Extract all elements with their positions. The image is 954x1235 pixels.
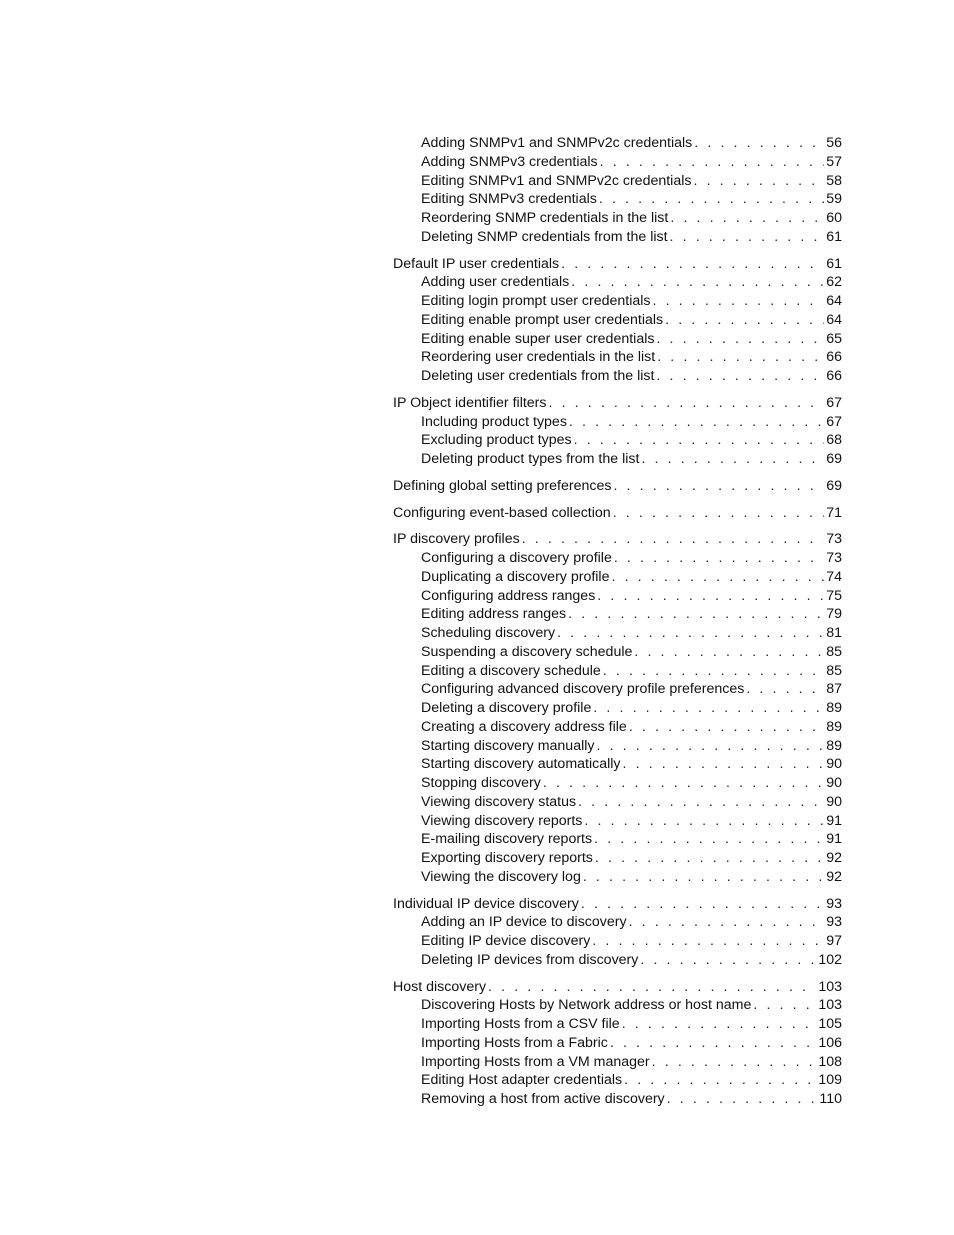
toc-section <box>393 394 842 469</box>
toc-entry-title: Deleting product types from the list <box>421 451 640 467</box>
toc-entry-title: Host discovery <box>393 978 487 995</box>
toc-entry-title: Importing Hosts from a CSV file <box>421 1016 620 1032</box>
toc-entry-title: E-mailing discovery reports <box>421 831 593 848</box>
toc-entry-title: IP discovery profiles <box>393 531 520 548</box>
dot-leader <box>670 209 824 228</box>
toc-entry-title: Importing Hosts from a VM manager <box>421 1053 650 1070</box>
toc-entry-title: Reordering user credentials in the list <box>421 349 656 366</box>
toc-subentry[interactable] <box>393 793 842 812</box>
toc-entry[interactable] <box>393 895 842 914</box>
toc-entry-title: Including product types <box>421 413 567 430</box>
toc-page-number: 109 <box>818 1072 842 1089</box>
toc-page-number: 61 <box>826 228 842 245</box>
toc-page-number: 90 <box>826 756 842 773</box>
toc-subentry[interactable] <box>393 450 842 469</box>
toc-entry-title: Reordering SNMP credentials in the list <box>421 210 669 226</box>
toc-page-number: 108 <box>818 1053 842 1070</box>
toc-entry-title: Editing a discovery schedule <box>421 662 601 679</box>
toc-entry-title: Editing enable prompt user credentials <box>421 311 664 328</box>
dot-leader <box>595 849 824 868</box>
dot-leader <box>578 793 824 812</box>
toc-subentry[interactable] <box>393 718 842 737</box>
toc-page-number: 79 <box>826 606 842 623</box>
toc-page-number: 61 <box>826 255 842 272</box>
toc-entry-title: Starting discovery manually <box>421 737 595 754</box>
toc-subentry[interactable] <box>393 643 842 662</box>
dot-leader <box>693 172 824 191</box>
toc-subentry[interactable] <box>393 587 842 606</box>
toc-page-number: 75 <box>826 587 842 604</box>
toc-section <box>393 530 842 886</box>
toc-subentry[interactable] <box>393 774 842 793</box>
toc-entry-title: Individual IP device discovery <box>393 895 579 912</box>
dot-leader <box>623 755 825 774</box>
toc-subentry[interactable] <box>393 1015 842 1034</box>
toc-subentry[interactable] <box>393 913 842 932</box>
dot-leader <box>753 996 816 1015</box>
toc-subentry[interactable] <box>393 367 842 386</box>
toc-page-number: 91 <box>826 812 842 829</box>
toc-entry[interactable] <box>393 255 842 274</box>
toc-page-number: 92 <box>826 868 842 885</box>
dot-leader <box>641 450 824 469</box>
toc-page-number: 59 <box>826 191 842 208</box>
dot-leader <box>629 913 825 932</box>
toc-page-number: 105 <box>818 1016 842 1032</box>
dot-leader <box>581 895 824 914</box>
dot-leader <box>634 643 824 662</box>
toc-subentry[interactable] <box>393 273 842 292</box>
toc-entry-title: Excluding product types <box>421 432 572 449</box>
toc-page-number: 56 <box>826 135 842 151</box>
toc-entry[interactable] <box>393 530 842 549</box>
dot-leader <box>569 413 824 432</box>
toc-subentry[interactable] <box>393 812 842 831</box>
toc-page-number: 89 <box>826 700 842 716</box>
dot-leader <box>600 153 825 172</box>
toc-entry-title: Editing IP device discovery <box>421 933 591 949</box>
toc-page-number: 65 <box>826 330 842 347</box>
toc-entry-title: Default IP user credentials <box>393 255 560 272</box>
toc-entry-title: Configuring address ranges <box>421 587 596 604</box>
toc-page-number: 71 <box>826 504 842 521</box>
toc-subentry[interactable] <box>393 153 842 172</box>
toc-page-number: 69 <box>826 477 842 494</box>
dot-leader <box>488 978 816 997</box>
table-of-contents <box>393 134 842 1117</box>
toc-page-number: 103 <box>818 997 842 1014</box>
toc-entry-title: Deleting IP devices from discovery <box>421 951 639 968</box>
toc-subentry[interactable] <box>393 228 842 247</box>
toc-page-number: 69 <box>826 451 842 467</box>
dot-leader <box>614 549 824 568</box>
toc-subentry[interactable] <box>393 172 842 191</box>
dot-leader <box>656 330 824 349</box>
dot-leader <box>652 1053 817 1072</box>
toc-entry-title: Viewing discovery status <box>421 793 577 810</box>
toc-subentry[interactable] <box>393 849 842 868</box>
toc-subentry[interactable] <box>393 1090 842 1109</box>
dot-leader <box>568 605 824 624</box>
toc-entry-title: Editing address ranges <box>421 606 567 623</box>
dot-leader <box>656 367 824 386</box>
toc-page-number: 66 <box>826 349 842 366</box>
toc-page-number: 67 <box>826 413 842 430</box>
toc-subentry[interactable] <box>393 699 842 718</box>
dot-leader <box>599 190 824 209</box>
dot-leader <box>584 812 824 831</box>
dot-leader <box>694 134 824 153</box>
dot-leader <box>543 774 824 793</box>
toc-page-number: 66 <box>826 368 842 384</box>
dot-leader <box>561 255 824 274</box>
toc-page-number: 93 <box>826 914 842 931</box>
toc-entry-title: Defining global setting preferences <box>393 477 612 494</box>
toc-section <box>393 978 842 1109</box>
dot-leader <box>611 568 824 587</box>
toc-entry-title: Deleting a discovery profile <box>421 700 592 716</box>
toc-subentry[interactable] <box>393 951 842 970</box>
dot-leader <box>603 662 824 681</box>
dot-leader <box>522 530 825 549</box>
toc-page-number: 64 <box>826 311 842 328</box>
toc-page-number: 73 <box>826 531 842 548</box>
toc-section <box>393 504 842 523</box>
toc-entry-title: Scheduling discovery <box>421 625 556 641</box>
dot-leader <box>596 737 824 756</box>
toc-page-number: 60 <box>826 210 842 226</box>
toc-entry-title: Editing SNMPv1 and SNMPv2c credentials <box>421 172 692 189</box>
toc-entry[interactable] <box>393 394 842 413</box>
dot-leader <box>622 1015 817 1034</box>
toc-entry-title: Editing Host adapter credentials <box>421 1072 623 1089</box>
dot-leader <box>593 699 824 718</box>
toc-section <box>393 134 842 247</box>
toc-entry-title: Deleting user credentials from the list <box>421 368 655 384</box>
toc-section <box>393 895 842 970</box>
toc-entry-title: Duplicating a discovery profile <box>421 568 610 585</box>
toc-subentry[interactable] <box>393 605 842 624</box>
dot-leader <box>670 228 825 247</box>
toc-page-number: 97 <box>826 933 842 949</box>
toc-page-number: 74 <box>826 568 842 585</box>
dot-leader <box>571 273 824 292</box>
toc-entry-title: Stopping discovery <box>421 775 541 791</box>
toc-page-number: 110 <box>819 1091 842 1107</box>
toc-entry-title: Deleting SNMP credentials from the list <box>421 228 668 245</box>
toc-subentry[interactable] <box>393 1053 842 1072</box>
toc-subentry[interactable] <box>393 134 842 153</box>
toc-entry-title: Configuring advanced discovery profile preferences <box>421 681 745 698</box>
toc-subentry[interactable] <box>393 348 842 367</box>
toc-entry-title: Adding SNMPv1 and SNMPv2c credentials <box>421 135 693 151</box>
toc-page-number: 93 <box>826 895 842 912</box>
dot-leader <box>549 394 825 413</box>
toc-entry-title: Viewing discovery reports <box>421 812 583 829</box>
toc-entry-title: IP Object identifier filters <box>393 394 547 411</box>
toc-page-number: 87 <box>826 681 842 698</box>
toc-entry-title: Adding user credentials <box>421 274 570 291</box>
dot-leader <box>610 1034 816 1053</box>
toc-page-number: 85 <box>826 643 842 660</box>
toc-subentry[interactable] <box>393 1071 842 1090</box>
toc-entry-title: Exporting discovery reports <box>421 850 593 866</box>
toc-entry-title: Adding an IP device to discovery <box>421 914 627 931</box>
toc-page-number: 85 <box>826 662 842 679</box>
toc-entry-title: Viewing the discovery log <box>421 868 581 885</box>
toc-subentry[interactable] <box>393 311 842 330</box>
dot-leader <box>629 718 824 737</box>
dot-leader <box>667 1090 818 1109</box>
toc-subentry[interactable] <box>393 549 842 568</box>
toc-entry-title: Suspending a discovery schedule <box>421 643 633 660</box>
toc-page-number: 92 <box>826 850 842 866</box>
toc-subentry[interactable] <box>393 330 842 349</box>
toc-subentry[interactable] <box>393 996 842 1015</box>
toc-subentry[interactable] <box>393 209 842 228</box>
dot-leader <box>665 311 824 330</box>
toc-entry[interactable] <box>393 477 842 496</box>
dot-leader <box>613 504 825 523</box>
toc-entry-title: Removing a host from active discovery <box>421 1091 665 1107</box>
dot-leader <box>657 348 824 367</box>
toc-entry-title: Editing login prompt user credentials <box>421 293 651 309</box>
toc-page-number: 67 <box>826 394 842 411</box>
toc-entry-title: Importing Hosts from a Fabric <box>421 1034 608 1051</box>
dot-leader <box>592 932 824 951</box>
dot-leader <box>597 587 824 606</box>
toc-entry-title: Configuring a discovery profile <box>421 550 612 566</box>
toc-subentry[interactable] <box>393 662 842 681</box>
toc-page-number: 89 <box>826 718 842 735</box>
toc-page-number: 68 <box>826 432 842 449</box>
dot-leader <box>583 868 824 887</box>
dot-leader <box>653 292 825 311</box>
toc-page-number: 57 <box>826 153 842 170</box>
toc-page-number: 91 <box>826 831 842 848</box>
toc-subentry[interactable] <box>393 868 842 887</box>
toc-page-number: 64 <box>826 293 842 309</box>
toc-subentry[interactable] <box>393 830 842 849</box>
toc-entry-title: Starting discovery automatically <box>421 756 621 773</box>
dot-leader <box>557 624 824 643</box>
toc-entry-title: Editing SNMPv3 credentials <box>421 191 597 208</box>
toc-section <box>393 477 842 496</box>
toc-subentry[interactable] <box>393 737 842 756</box>
toc-page-number: 81 <box>826 625 842 641</box>
toc-subentry[interactable] <box>393 292 842 311</box>
toc-entry-title: Configuring event-based collection <box>393 504 611 521</box>
dot-leader <box>624 1071 816 1090</box>
toc-subentry[interactable] <box>393 680 842 699</box>
toc-page-number: 89 <box>826 737 842 754</box>
dot-leader <box>574 431 825 450</box>
toc-entry[interactable] <box>393 504 842 523</box>
toc-page-number: 58 <box>826 172 842 189</box>
toc-subentry[interactable] <box>393 413 842 432</box>
toc-section <box>393 255 842 386</box>
toc-entry-title: Creating a discovery address file <box>421 718 627 735</box>
toc-subentry[interactable] <box>393 624 842 643</box>
toc-subentry[interactable] <box>393 190 842 209</box>
toc-entry-title: Adding SNMPv3 credentials <box>421 153 598 170</box>
dot-leader <box>594 830 824 849</box>
toc-subentry[interactable] <box>393 1034 842 1053</box>
toc-page-number: 90 <box>826 793 842 810</box>
toc-subentry[interactable] <box>393 755 842 774</box>
toc-subentry[interactable] <box>393 568 842 587</box>
toc-entry[interactable] <box>393 978 842 997</box>
toc-page-number: 62 <box>826 274 842 291</box>
toc-page-number: 106 <box>818 1034 842 1051</box>
dot-leader <box>640 951 816 970</box>
toc-entry-title: Editing enable super user credentials <box>421 330 655 347</box>
toc-subentry[interactable] <box>393 431 842 450</box>
toc-page-number: 73 <box>826 550 842 566</box>
dot-leader <box>746 680 824 699</box>
toc-page-number: 102 <box>818 951 842 968</box>
dot-leader <box>613 477 824 496</box>
toc-page-number: 103 <box>818 978 842 995</box>
toc-entry-title: Discovering Hosts by Network address or host name <box>421 997 752 1014</box>
toc-subentry[interactable] <box>393 932 842 951</box>
toc-page-number: 90 <box>826 775 842 791</box>
